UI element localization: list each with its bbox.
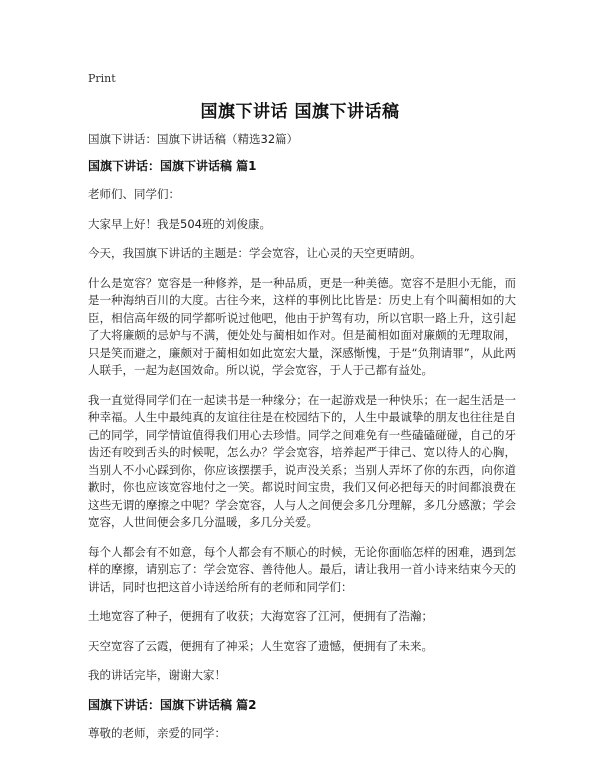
paragraph: 土地宽容了种子，便拥有了收获；大海宽容了江河，便拥有了浩瀚； [88, 609, 433, 623]
section-2 [88, 697, 516, 743]
paragraph: 我的讲话完毕，谢谢大家！ [88, 668, 226, 682]
document-title: 国旗下讲话 国旗下讲话稿 [200, 102, 400, 122]
paragraph: 今天，我国旗下讲话的主题是：学会宽容，让心灵的天空更晴朗。 [88, 246, 422, 260]
section-heading: 国旗下讲话：国旗下讲话稿 篇1 [88, 159, 257, 173]
print-link[interactable]: Print [88, 72, 116, 85]
paragraph: 我一直觉得同学们在一起读书是一种缘分；在一起游戏是一种快乐；在一起生活是一种幸福。人生中最纯真的友谊往往是在校园结下的，人生中最诚挚的朋友也往往是自己的同学，同学情谊值得我们用心去珍惜。同学之间难免有一些磕磕碰碰，自己的牙齿还有咬到舌头的时候呢，怎么办？学会宽容，培养起严于律己、宽以待人的心胸，当别人不小心踩到你，你应该摆摆手，说声没关系；当别人弄坏了你的东西，向你道歉时，你也应该宽容地付之一笑。都说时间宝贵，我们又何必把每天的时间都浪费在这些无谓的摩擦之中呢？学会宽容，人与人之间便会多几分理解，多几分感激；学会宽容，人世间便会多几分温暖，多几分关爱。 [88, 392, 516, 529]
document-body [88, 131, 516, 754]
paragraph: 每个人都会有不如意，每个人都会有不顺心的时候，无论你面临怎样的困难，遇到怎样的摩擦，请别忘了：学会宽容、善待他人。最后，请让我用一首小诗来结束今天的讲话，同时也把这首小诗送给所有的老师和同学们： [88, 544, 516, 594]
section-heading: 国旗下讲话：国旗下讲话稿 篇2 [88, 697, 257, 712]
document-subtitle: 国旗下讲话：国旗下讲话稿（精选32篇） [88, 132, 299, 146]
section-1 [88, 158, 516, 685]
paragraph: 什么是宽容？宽容是一种修养，是一种品质，更是一种美德。宽容不是胆小无能，而是一种海纳百川的大度。古往今来，这样的事例比比皆是：历史上有个叫蔺相如的大臣，相信高年级的同学都听说过他吧，他由于护驾有功，所以官职一路上升，这引起了大将廉颇的忌妒与不满，便处处与蔺相如作对。但是蔺相如面对廉颇的无理取闹，只是笑而避之，廉颇对于蔺相如如此宽宏大量，深感惭愧，于是“负荆请罪”，从此两人联手，一起为赵国效命。所以说，学会宽容，于人于己都有益处。 [88, 275, 516, 377]
paragraph: 天空宽容了云霞，便拥有了神采；人生宽容了遗憾，便拥有了未来。 [88, 638, 433, 653]
paragraph: 大家早上好！我是504班的刘俊康。 [88, 216, 271, 231]
paragraph: 老师们、同学们： [88, 187, 180, 201]
paragraph: 尊敬的老师，亲爱的同学： [88, 725, 226, 740]
